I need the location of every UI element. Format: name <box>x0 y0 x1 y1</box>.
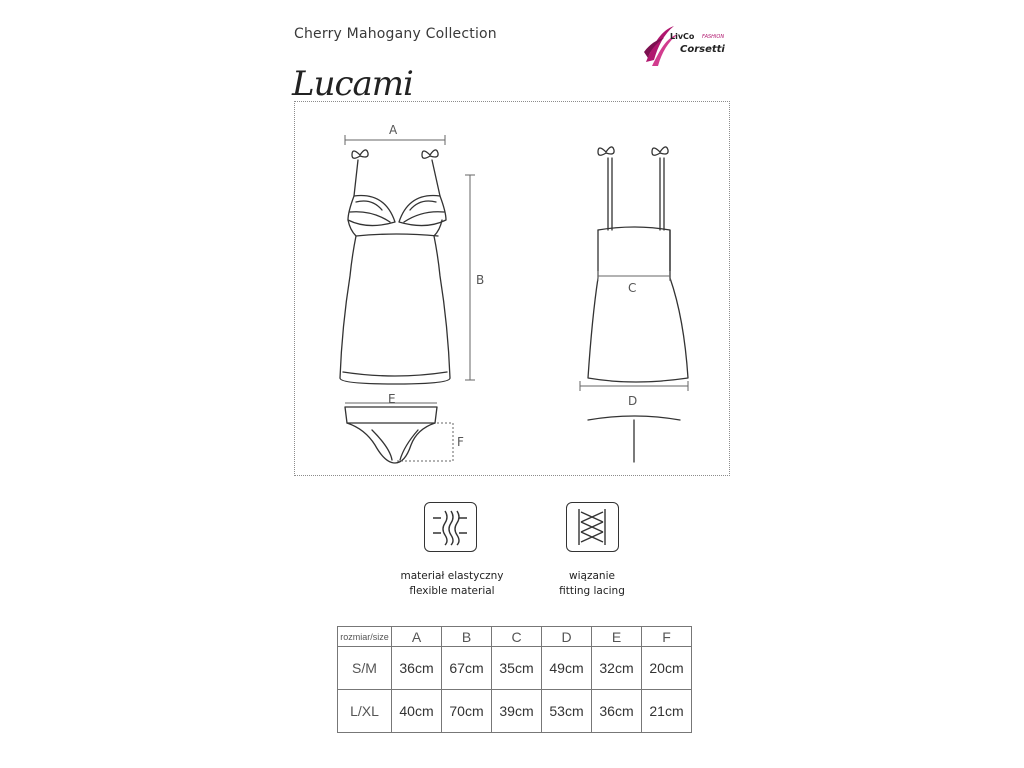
table-cell: 20cm <box>642 647 692 690</box>
logo-text-corsetti: Corsetti <box>680 44 725 55</box>
thong-front-drawing <box>345 407 437 463</box>
table-row <box>338 647 692 690</box>
row-size-label: L/XL <box>338 690 392 733</box>
feature-flexible-material <box>392 569 512 599</box>
dimension-label-e: E <box>388 392 396 406</box>
table-cell: 32cm <box>592 647 642 690</box>
table-cell: 53cm <box>542 690 592 733</box>
size-table <box>337 626 692 733</box>
table-cell: 40cm <box>392 690 442 733</box>
table-cell: 21cm <box>642 690 692 733</box>
flexible-material-icon <box>424 502 477 552</box>
model-name: Lucami <box>292 64 413 104</box>
column-header: C <box>492 627 542 647</box>
feature-label-pl: wiązanie <box>569 570 615 582</box>
fitting-lacing-icon <box>566 502 619 552</box>
dimension-label-c: C <box>628 281 637 295</box>
table-cell: 49cm <box>542 647 592 690</box>
column-header: A <box>392 627 442 647</box>
column-header: D <box>542 627 592 647</box>
front-chemise-drawing <box>340 150 450 384</box>
table-cell: 67cm <box>442 647 492 690</box>
collection-title: Cherry Mahogany Collection <box>294 26 497 42</box>
column-header: B <box>442 627 492 647</box>
feature-label-pl: materiał elastyczny <box>400 570 504 582</box>
table-cell: 70cm <box>442 690 492 733</box>
feature-label-en: flexible material <box>409 585 495 597</box>
feature-label-en: fitting lacing <box>559 585 625 597</box>
column-header: F <box>642 627 692 647</box>
thong-back-drawing <box>588 416 680 462</box>
row-size-label: S/M <box>338 647 392 690</box>
table-row <box>338 690 692 733</box>
size-table-corner: rozmiar/size <box>338 627 392 647</box>
dimension-label-f: F <box>457 435 464 449</box>
logo-text-livco: LivCo <box>670 32 695 41</box>
dimension-label-d: D <box>628 394 638 408</box>
column-header: E <box>592 627 642 647</box>
back-chemise-drawing <box>588 147 688 382</box>
dimension-label-a: A <box>389 123 398 137</box>
feature-fitting-lacing <box>536 569 648 599</box>
dimension-label-b: B <box>476 273 485 287</box>
table-cell: 36cm <box>592 690 642 733</box>
table-cell: 36cm <box>392 647 442 690</box>
table-cell: 35cm <box>492 647 542 690</box>
size-table-header <box>338 627 692 647</box>
table-cell: 39cm <box>492 690 542 733</box>
logo-text-fashion: FASHION <box>702 34 725 40</box>
